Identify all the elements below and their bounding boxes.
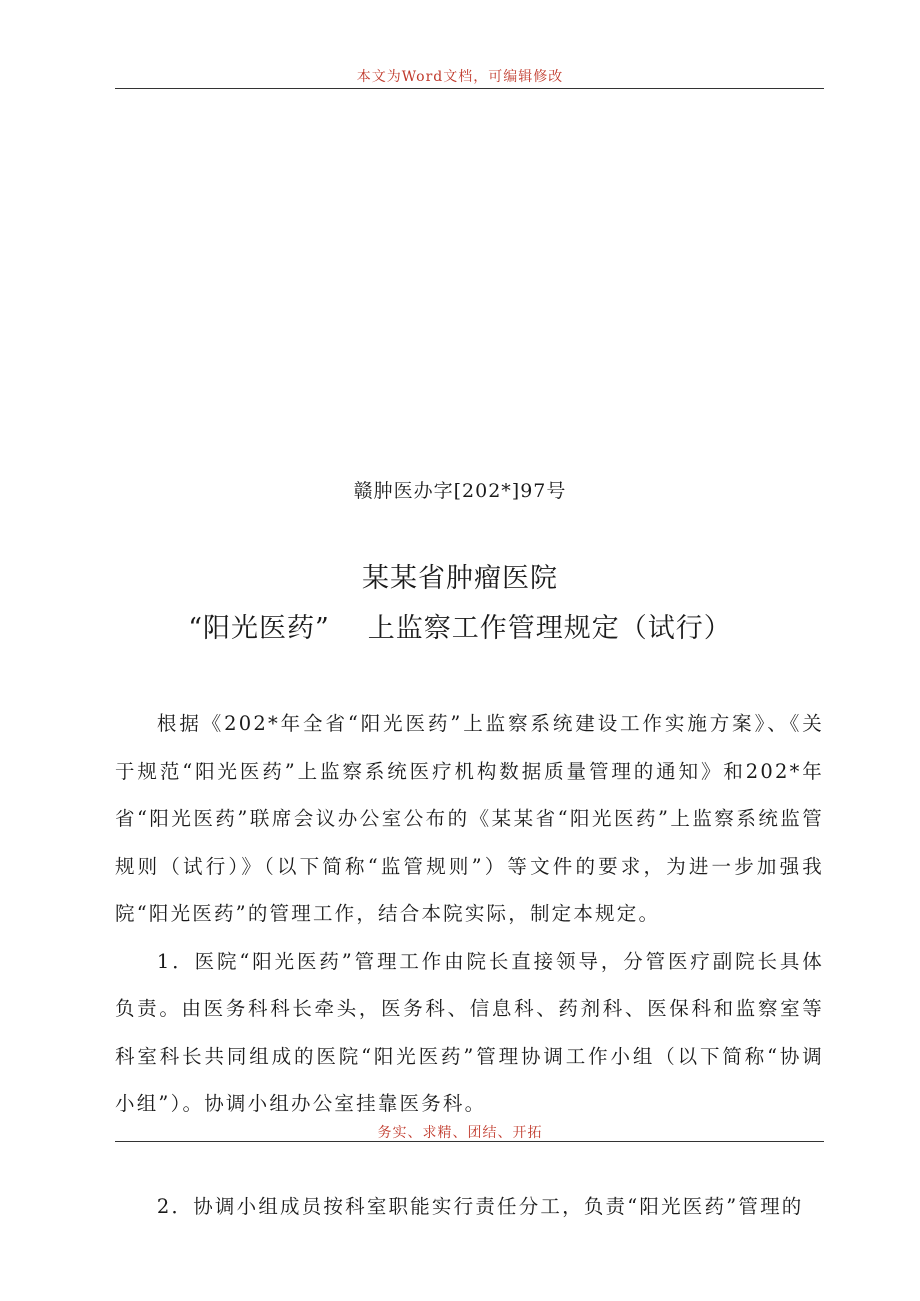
- paragraph-intro: 根据《202*年全省“阳光医药”上监察系统建设工作实施方案》、《关于规范“阳光医药”上监察系统医疗机构数据质量管理的通知》和202*年省“阳光医药”联席会议办公室公布的《某某省“阳光医药”上监察系统监管规则（试行）》（以下简称“监管规则”）等文件的要求，为进一步加强我院“阳光医药”的管理工作，结合本院实际，制定本规定。: [115, 712, 824, 925]
- paragraph-item-1: 1．医院“阳光医药”管理工作由院长直接领导，分管医疗副院长具体负责。由医务科科长牵头，医务科、信息科、药剂科、医保科和监察室等科室科长共同组成的医院“阳光医药”管理协调工作小组（以下简称“协调小组”）。协调小组办公室挂靠医务科。: [115, 949, 824, 1115]
- document-title-part-1: “阳光医药”: [188, 613, 330, 644]
- document-body: [115, 700, 824, 1128]
- header-note: 本文为Word文档，可编辑修改: [356, 69, 564, 85]
- footer-note: 务实、求精、团结、开拓: [377, 1125, 543, 1141]
- document-title-part-2: 上监察工作管理规定（试行）: [367, 613, 732, 644]
- next-page-paragraph: 2．协调小组成员按科室职能实行责任分工，负责“阳光医药”管理的: [156, 1195, 804, 1218]
- document-number: 赣肿医办字[202*]97号: [353, 480, 567, 502]
- footer-divider: [115, 1141, 824, 1142]
- document-title-line-1: 某某省肿瘤医院: [362, 563, 558, 594]
- header-divider: [115, 88, 824, 89]
- document-title-line-2: [0, 606, 920, 645]
